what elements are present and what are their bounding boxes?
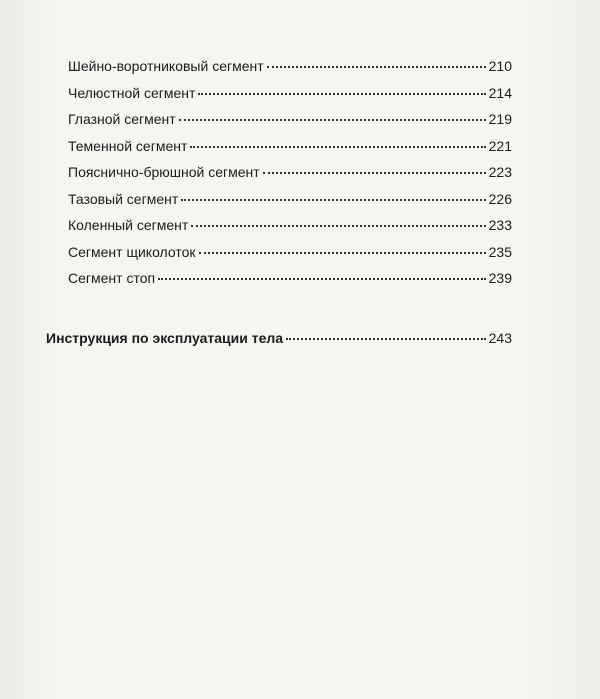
toc-entry-page: 214 [488,84,512,101]
toc-entry-title: Пояснично-брюшной сегмент [68,164,260,180]
dot-leader [181,199,485,201]
toc-entry[interactable] [68,85,512,112]
toc-entry-title: Коленный сегмент [68,217,189,233]
dot-leader [286,338,486,340]
toc-entry[interactable] [68,58,512,85]
toc-entry-title: Сегмент щиколоток [68,243,196,260]
toc-entry[interactable] [68,217,512,244]
toc-entry[interactable] [68,111,512,138]
toc-entry-page: 239 [488,270,512,286]
dot-leader [191,225,485,227]
toc-entry[interactable] [68,138,512,165]
toc-entry-title: Сегмент стоп [68,270,156,286]
toc-section-heading[interactable] [46,330,512,346]
toc-entry-title: Глазной сегмент [68,111,176,127]
dot-leader [198,93,485,95]
dot-leader [158,278,486,280]
dot-leader [263,172,486,174]
toc-entry-page: 235 [488,243,512,260]
toc-entry-page: 223 [488,164,512,180]
toc-entry[interactable] [68,191,512,218]
toc-entry[interactable] [68,270,512,297]
toc-entry-title: Теменной сегмент [68,137,188,154]
toc-entry-title: Тазовый сегмент [68,190,179,207]
toc-entry[interactable] [68,244,512,271]
dot-leader [199,252,486,254]
toc-entry-page: 233 [488,217,512,233]
toc-entry-page: 221 [488,137,512,154]
table-of-contents [68,58,512,297]
toc-entry-page: 210 [488,58,512,74]
toc-entry-page: 226 [488,190,512,207]
toc-entry-title: Шейно-воротниковый сегмент [68,58,264,74]
section-page: 243 [488,330,512,346]
section-title: Инструкция по эксплуатации тела [46,330,284,346]
dot-leader [190,146,485,148]
dot-leader [267,66,486,68]
toc-entry[interactable] [68,164,512,191]
dot-leader [179,119,486,121]
toc-entry-title: Челюстной сегмент [68,84,196,101]
toc-entry-page: 219 [488,111,512,127]
